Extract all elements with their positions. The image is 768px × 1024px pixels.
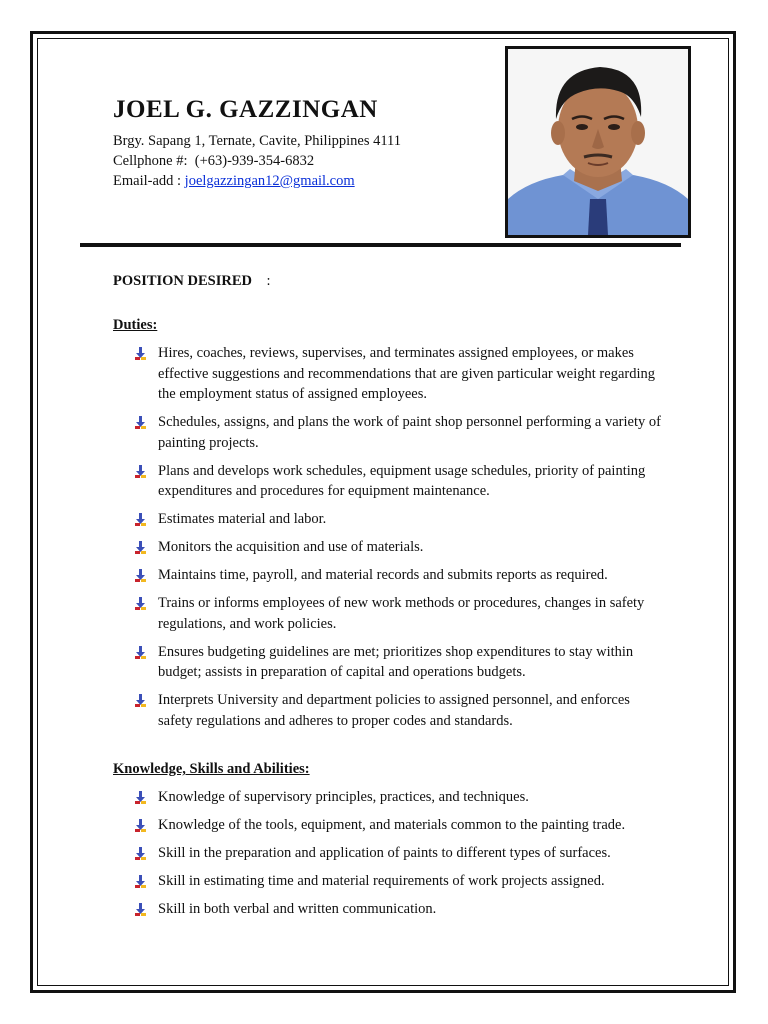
duty-item (134, 593, 664, 634)
duty-item-text: Trains or informs employees of new work methods or procedures, changes in safety regulations, and work policies. (158, 595, 645, 632)
arrow-bullet-icon (134, 513, 147, 526)
arrow-bullet-icon (134, 569, 147, 582)
ksa-item (134, 815, 664, 836)
duty-item (134, 642, 664, 683)
duties-heading: Duties: (113, 317, 158, 333)
duty-item-text: Hires, coaches, reviews, supervises, and terminates assigned employees, or makes effective suggestions and recommendations that are given particular weight regarding the employment status of assigned employees. (158, 345, 655, 402)
applicant-photo (505, 46, 691, 238)
duty-item-text: Estimates material and labor. (158, 511, 327, 527)
arrow-bullet-icon (134, 597, 147, 610)
duty-item (134, 509, 664, 530)
ksa-list (134, 787, 664, 927)
ksa-item-text: Knowledge of the tools, equipment, and materials common to the painting trade. (158, 817, 626, 833)
ksa-item-text: Knowledge of supervisory principles, practices, and techniques. (158, 789, 529, 805)
arrow-bullet-icon (134, 819, 147, 832)
duty-item-text: Interprets University and department policies to assigned personnel, and enforces safety regulations and adheres to proper codes and standards. (158, 692, 630, 729)
ksa-item-text: Skill in estimating time and material requirements of work projects assigned. (158, 873, 605, 889)
ksa-item (134, 871, 664, 892)
duty-item (134, 537, 664, 558)
contact-block (113, 131, 401, 191)
phone-number: (+63)-939-354-6832 (194, 153, 315, 169)
ksa-item (134, 787, 664, 808)
ksa-item-text: Skill in the preparation and application of paints to different types of surfaces. (158, 845, 611, 861)
phone-label: Cellphone #: (113, 153, 188, 169)
email-link[interactable]: joelgazzingan12@gmail.com (184, 173, 355, 189)
ksa-heading: Knowledge, Skills and Abilities: (113, 761, 310, 777)
arrow-bullet-icon (134, 694, 147, 707)
applicant-name: JOEL G. GAZZINGAN (113, 96, 378, 123)
duty-item (134, 461, 664, 502)
duty-item-text: Plans and develops work schedules, equipment usage schedules, priority of painting expenditures and procedures for equipment maintenance. (158, 462, 646, 499)
duty-item (134, 343, 664, 405)
email-line (113, 171, 401, 191)
arrow-bullet-icon (134, 903, 147, 916)
arrow-bullet-icon (134, 791, 147, 804)
duty-item (134, 565, 664, 586)
duties-list (134, 343, 664, 739)
phone-line (113, 151, 401, 171)
position-desired (113, 273, 271, 290)
address-line: Brgy. Sapang 1, Ternate, Cavite, Philippines 4111 (113, 133, 402, 149)
duty-item-text: Schedules, assigns, and plans the work of paint shop personnel performing a variety of painting projects. (158, 414, 661, 451)
portrait-illustration (508, 49, 688, 235)
position-desired-label: POSITION DESIRED (113, 273, 252, 289)
ksa-item-text: Skill in both verbal and written communication. (158, 901, 437, 917)
arrow-bullet-icon (134, 875, 147, 888)
ksa-item (134, 899, 664, 920)
arrow-bullet-icon (134, 465, 147, 478)
email-label: Email-add : (113, 173, 182, 189)
arrow-bullet-icon (134, 646, 147, 659)
duty-item (134, 690, 664, 731)
arrow-bullet-icon (134, 347, 147, 360)
arrow-bullet-icon (134, 541, 147, 554)
duty-item-text: Ensures budgeting guidelines are met; prioritizes shop expenditures to stay within budget; assists in preparation of capital and operations budgets. (158, 643, 634, 680)
duty-item (134, 412, 664, 453)
duty-item-text: Monitors the acquisition and use of materials. (158, 539, 424, 555)
duty-item-text: Maintains time, payroll, and material records and submits reports as required. (158, 567, 608, 583)
header-divider (80, 243, 681, 247)
arrow-bullet-icon (134, 847, 147, 860)
arrow-bullet-icon (134, 416, 147, 429)
position-desired-separator: : (266, 273, 271, 289)
ksa-item (134, 843, 664, 864)
